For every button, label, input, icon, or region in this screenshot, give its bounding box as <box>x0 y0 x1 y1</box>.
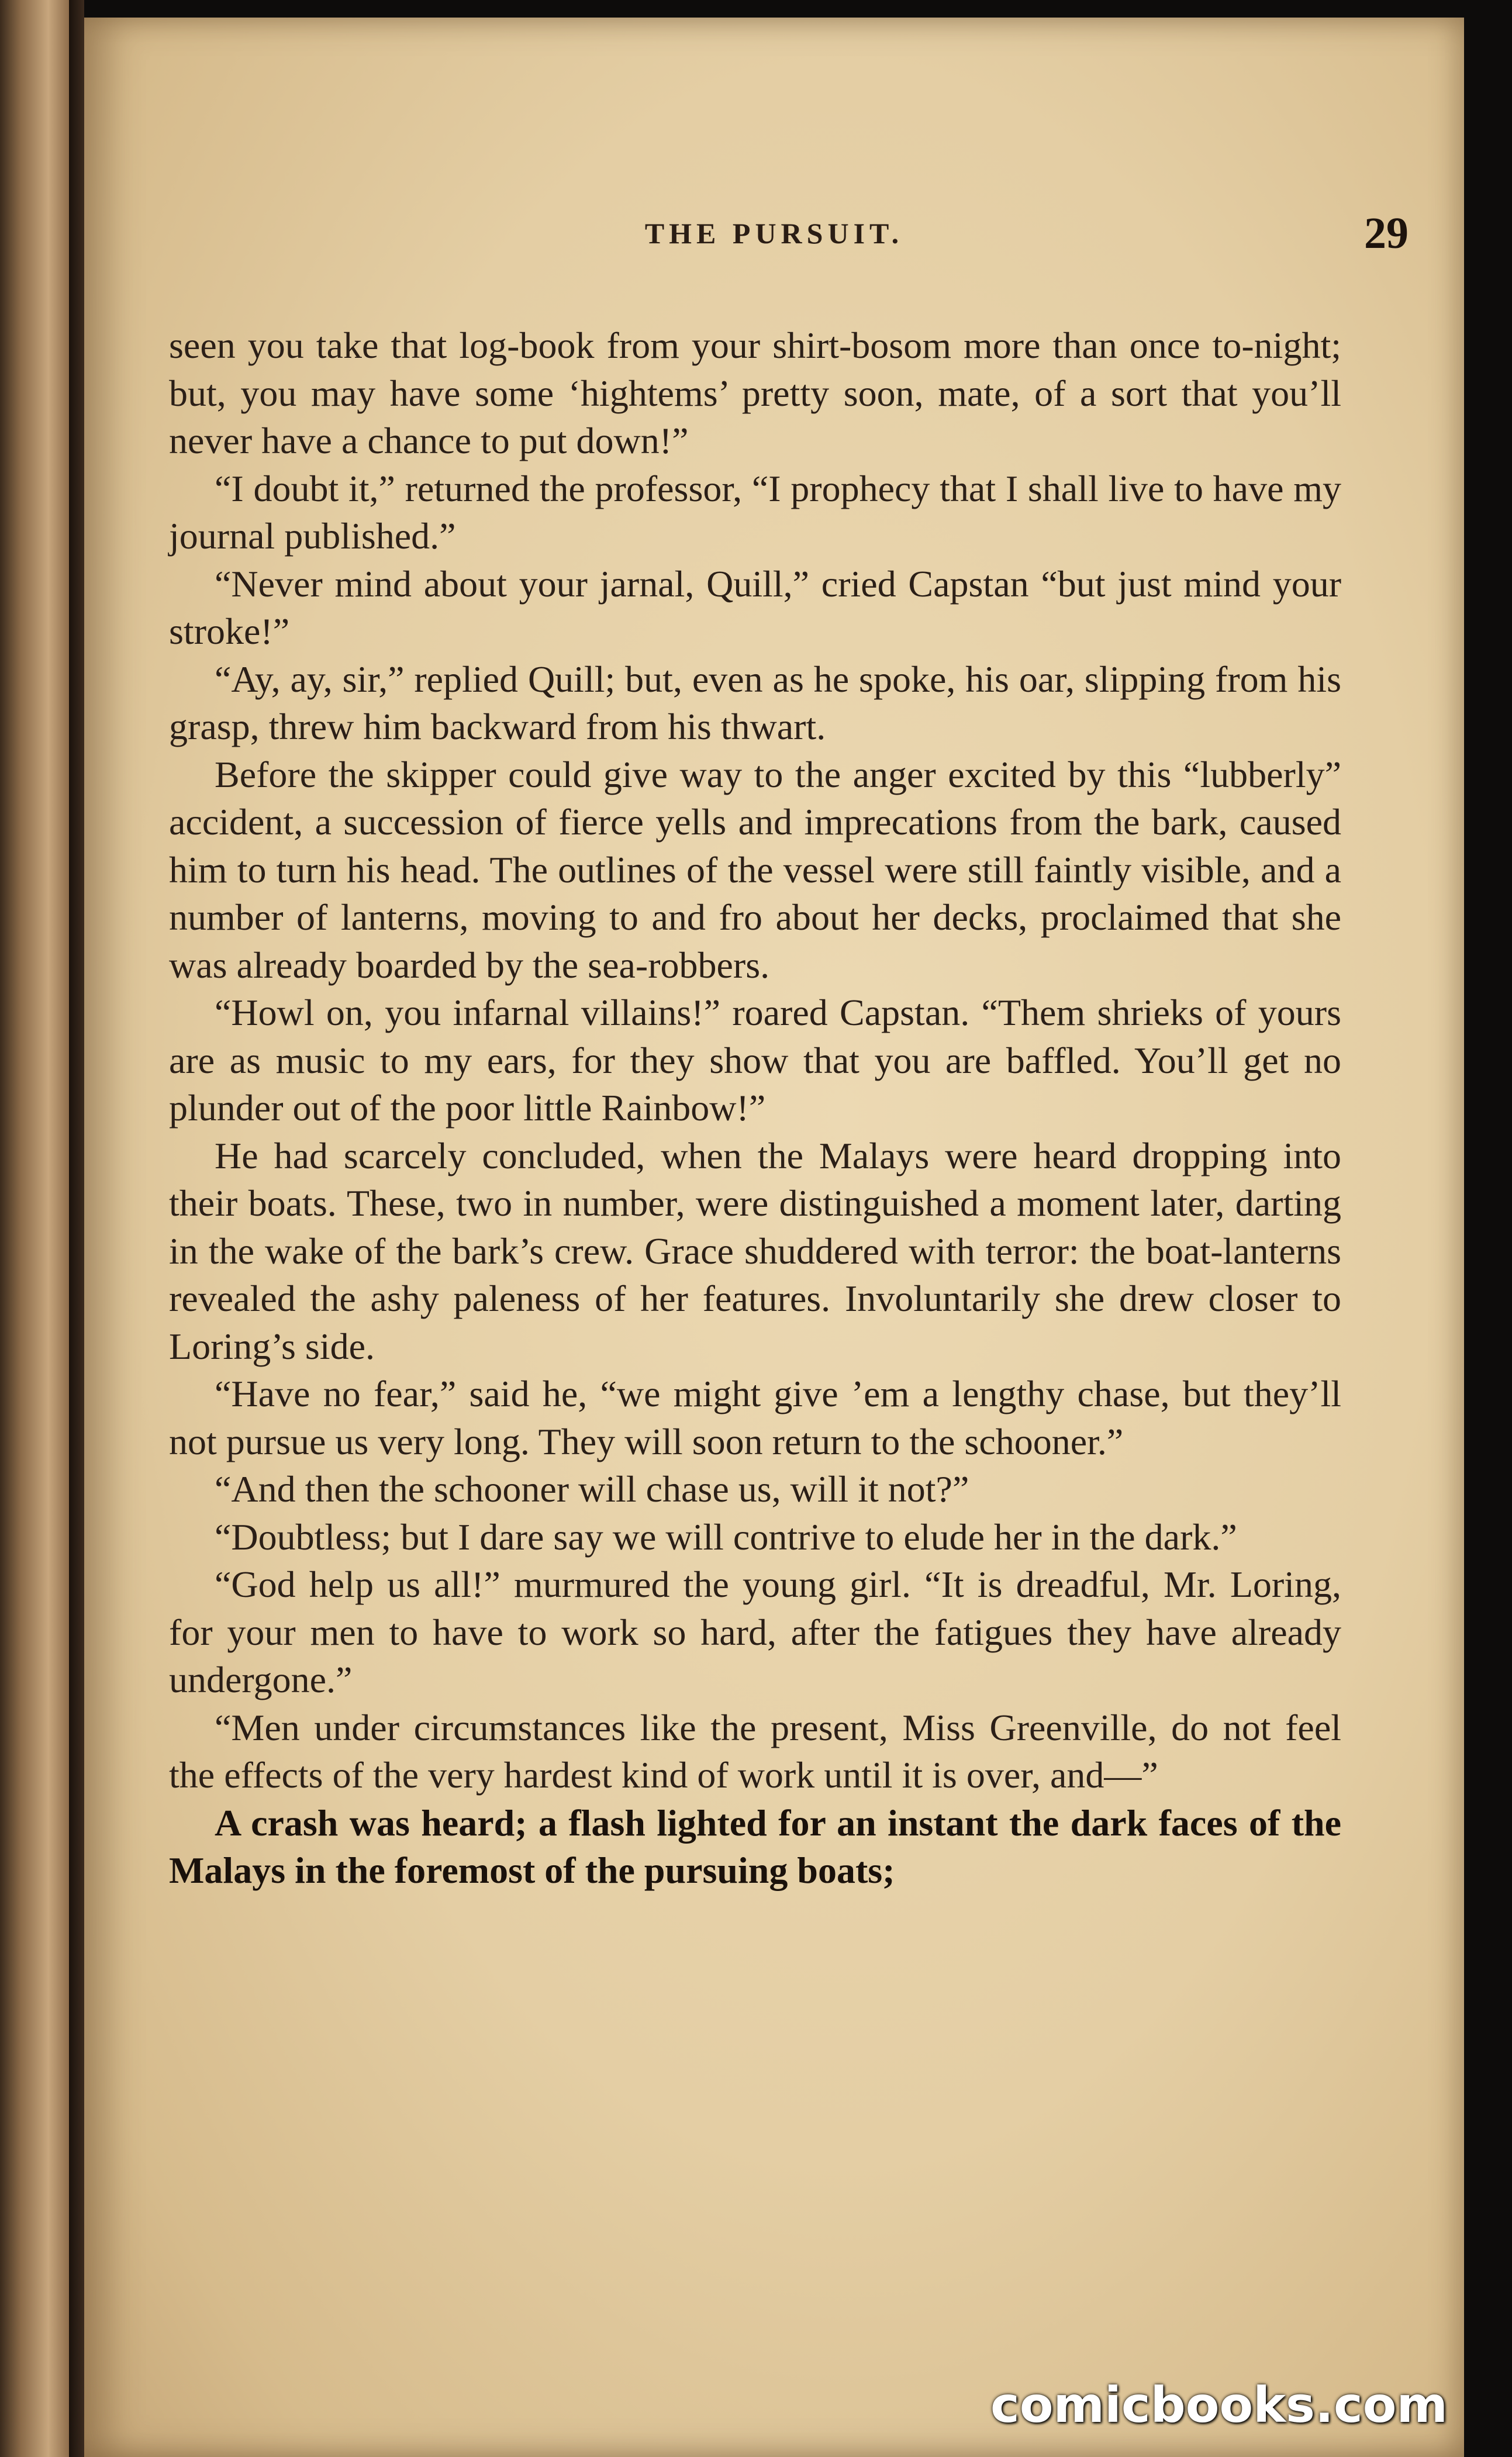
paragraph: Before the skipper could give way to the anger excited by this “lubberly” accident, a succession of fierce yells and imprecations from the bark, caused him to turn his head. The outlines of the vessel were still faintly visible, and a number of lanterns, moving to and fro about her decks, proclaimed that she was already boarded by the sea-robbers. <box>169 753 1341 986</box>
paragraph: He had scarcely concluded, when the Malays were heard dropping into their boats. These, two in number, were distinguished a moment later, darting in the wake of the bark’s crew. Grace shuddered with terror: the boat-lanterns revealed the ashy paleness of her features. Involuntarily she drew closer to Loring’s side. <box>169 1134 1341 1367</box>
paragraph: “I doubt it,” returned the professor, “I prophecy that I shall live to have my journal published.” <box>169 467 1341 557</box>
running-head: THE PURSUIT. <box>644 217 904 250</box>
paragraph: “Men under circumstances like the present, Miss Greenville, do not feel the effects of the very hardest kind of work until it is over, and—” <box>169 1706 1341 1796</box>
paragraph: “Never mind about your jarnal, Quill,” cried Capstan “but just mind your stroke!” <box>169 563 1341 652</box>
paragraph: “Ay, ay, sir,” replied Quill; but, even as he spoke, his oar, slipping from his grasp, threw him backward from his thwart. <box>169 658 1341 747</box>
paragraph: “God help us all!” murmured the young girl. “It is dreadful, Mr. Loring, for your men to have to work so hard, after the fatigues they have already undergone.” <box>169 1564 1341 1700</box>
page-sheet <box>84 18 1464 2457</box>
page-header <box>84 209 1464 269</box>
paragraph: “Have no fear,” said he, “we might give ’em a lengthy chase, but they’ll not pursue us very long. They will soon return to the schooner.” <box>169 1373 1341 1462</box>
paragraph: “And then the schooner will chase us, will it not?” <box>215 1468 969 1510</box>
paragraph: A crash was heard; a flash lighted for an instant the dark faces of the Malays in the foremost of the pursuing boats; <box>169 1802 1341 1891</box>
page-number: 29 <box>1364 209 1409 258</box>
paragraph: seen you take that log-book from your shirt-bosom more than once to-night; but, you may have some ‘hightems’ pretty soon, mate, of a sort that you’ll never have a chance to put down!” <box>169 325 1341 461</box>
paragraph: “Howl on, you infarnal villains!” roared Capstan. “Them shrieks of yours are as music to my ears, for they show that you are baffled. You’ll get no plunder out of the poor little Rainbow!” <box>169 992 1341 1129</box>
book-gutter <box>69 0 84 2457</box>
body-text <box>169 322 1341 1894</box>
left-page-edge <box>0 0 69 2457</box>
paragraph: “Doubtless; but I dare say we will contrive to elude her in the dark.” <box>215 1516 1237 1558</box>
site-watermark: comicbooks.com <box>990 2376 1448 2434</box>
